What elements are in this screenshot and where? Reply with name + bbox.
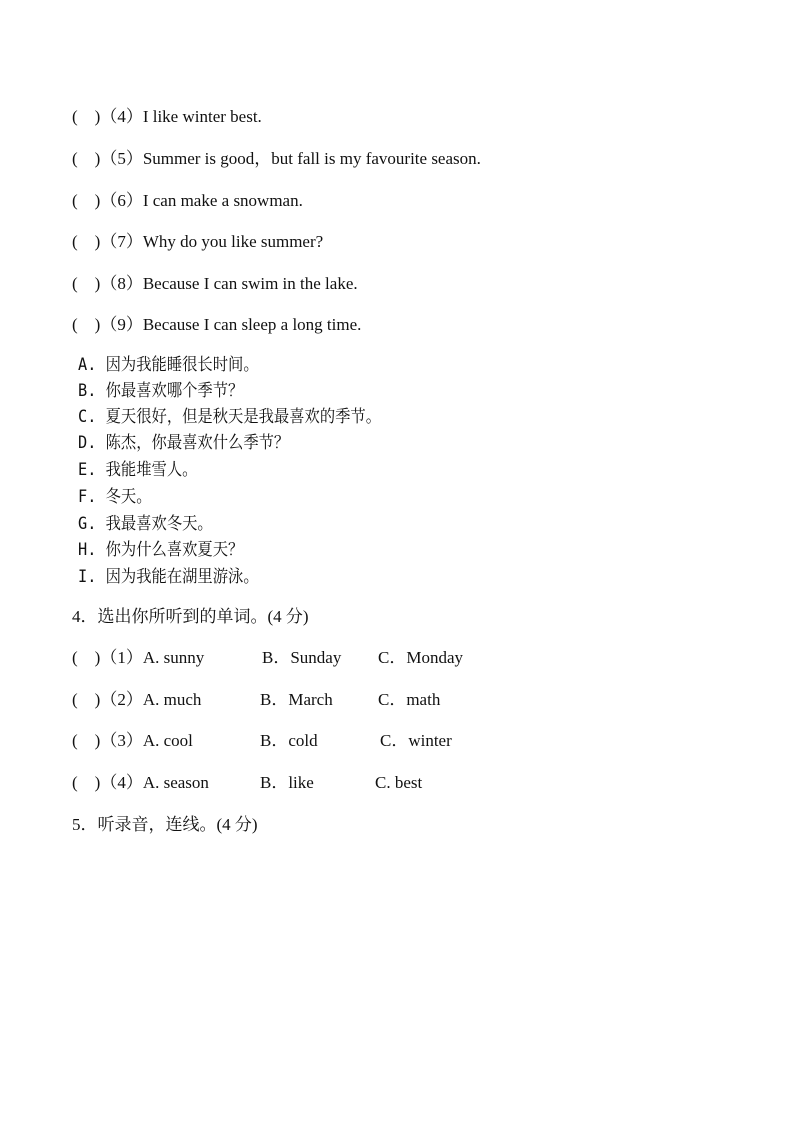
option-a: A. season <box>142 773 209 792</box>
question-text: Because I can sleep a long time. <box>142 315 362 334</box>
answer-bracket[interactable]: ( ) <box>72 648 101 667</box>
item-number: （4） <box>100 773 143 792</box>
section-4-title: 4．选出你所听到的单词。(4 分) <box>72 607 309 626</box>
question-item <box>72 149 481 169</box>
choice-row <box>72 731 193 751</box>
option-c: C．winter <box>380 731 452 750</box>
question-text: Summer is good，but fall is my favourite season. <box>142 149 481 168</box>
answer-bracket[interactable]: ( ) <box>72 107 101 126</box>
answer-bracket[interactable]: ( ) <box>72 274 101 293</box>
option-item: A. 因为我能睡很长时间。 <box>78 355 259 375</box>
question-text: I like winter best. <box>142 107 262 126</box>
question-text: I can make a snowman. <box>142 191 303 210</box>
option-a: A. sunny <box>142 648 205 667</box>
option-b: B．March <box>260 690 333 709</box>
answer-bracket[interactable]: ( ) <box>72 232 101 251</box>
option-b: B．Sunday <box>262 648 342 667</box>
question-number: （5） <box>100 149 143 168</box>
question-number: （8） <box>100 274 143 293</box>
answer-bracket[interactable]: ( ) <box>72 773 101 792</box>
answer-bracket[interactable]: ( ) <box>72 191 101 210</box>
answer-bracket[interactable]: ( ) <box>72 149 101 168</box>
option-item: B. 你最喜欢哪个季节？ <box>78 381 244 401</box>
item-number: （1） <box>100 648 143 667</box>
item-number: （3） <box>100 731 143 750</box>
question-number: （9） <box>100 315 143 334</box>
question-number: （6） <box>100 191 143 210</box>
option-b: B．cold <box>260 731 318 750</box>
question-item <box>72 232 323 252</box>
question-item <box>72 274 358 294</box>
option-item: G. 我最喜欢冬天。 <box>78 514 213 534</box>
option-c: C．Monday <box>378 648 463 667</box>
choice-row <box>72 690 201 710</box>
option-c: C. best <box>375 773 423 792</box>
question-number: （7） <box>100 232 143 251</box>
option-item: H. 你为什么喜欢夏天？ <box>78 540 244 560</box>
option-item: D. 陈杰，你最喜欢什么季节？ <box>78 433 290 453</box>
item-number: （2） <box>100 690 143 709</box>
question-text: Because I can swim in the lake. <box>142 274 358 293</box>
option-b: B．like <box>260 773 314 792</box>
question-text: Why do you like summer? <box>142 232 324 251</box>
option-c: C．math <box>378 690 441 709</box>
option-a: A. cool <box>142 731 193 750</box>
option-a: A. much <box>142 690 202 709</box>
section-5-title: 5．听录音，连线。(4 分) <box>72 815 258 834</box>
option-item: F. 冬天。 <box>78 487 152 507</box>
answer-bracket[interactable]: ( ) <box>72 690 101 709</box>
question-item <box>72 107 262 127</box>
question-item <box>72 315 361 335</box>
choice-row <box>72 773 209 793</box>
option-item: E. 我能堆雪人。 <box>78 460 198 480</box>
answer-bracket[interactable]: ( ) <box>72 731 101 750</box>
question-item <box>72 191 303 211</box>
choice-row <box>72 648 204 668</box>
option-item: C. 夏天很好，但是秋天是我最喜欢的季节。 <box>78 407 382 427</box>
question-number: （4） <box>100 107 143 126</box>
answer-bracket[interactable]: ( ) <box>72 315 101 334</box>
option-item: I. 因为我能在湖里游泳。 <box>78 567 259 587</box>
